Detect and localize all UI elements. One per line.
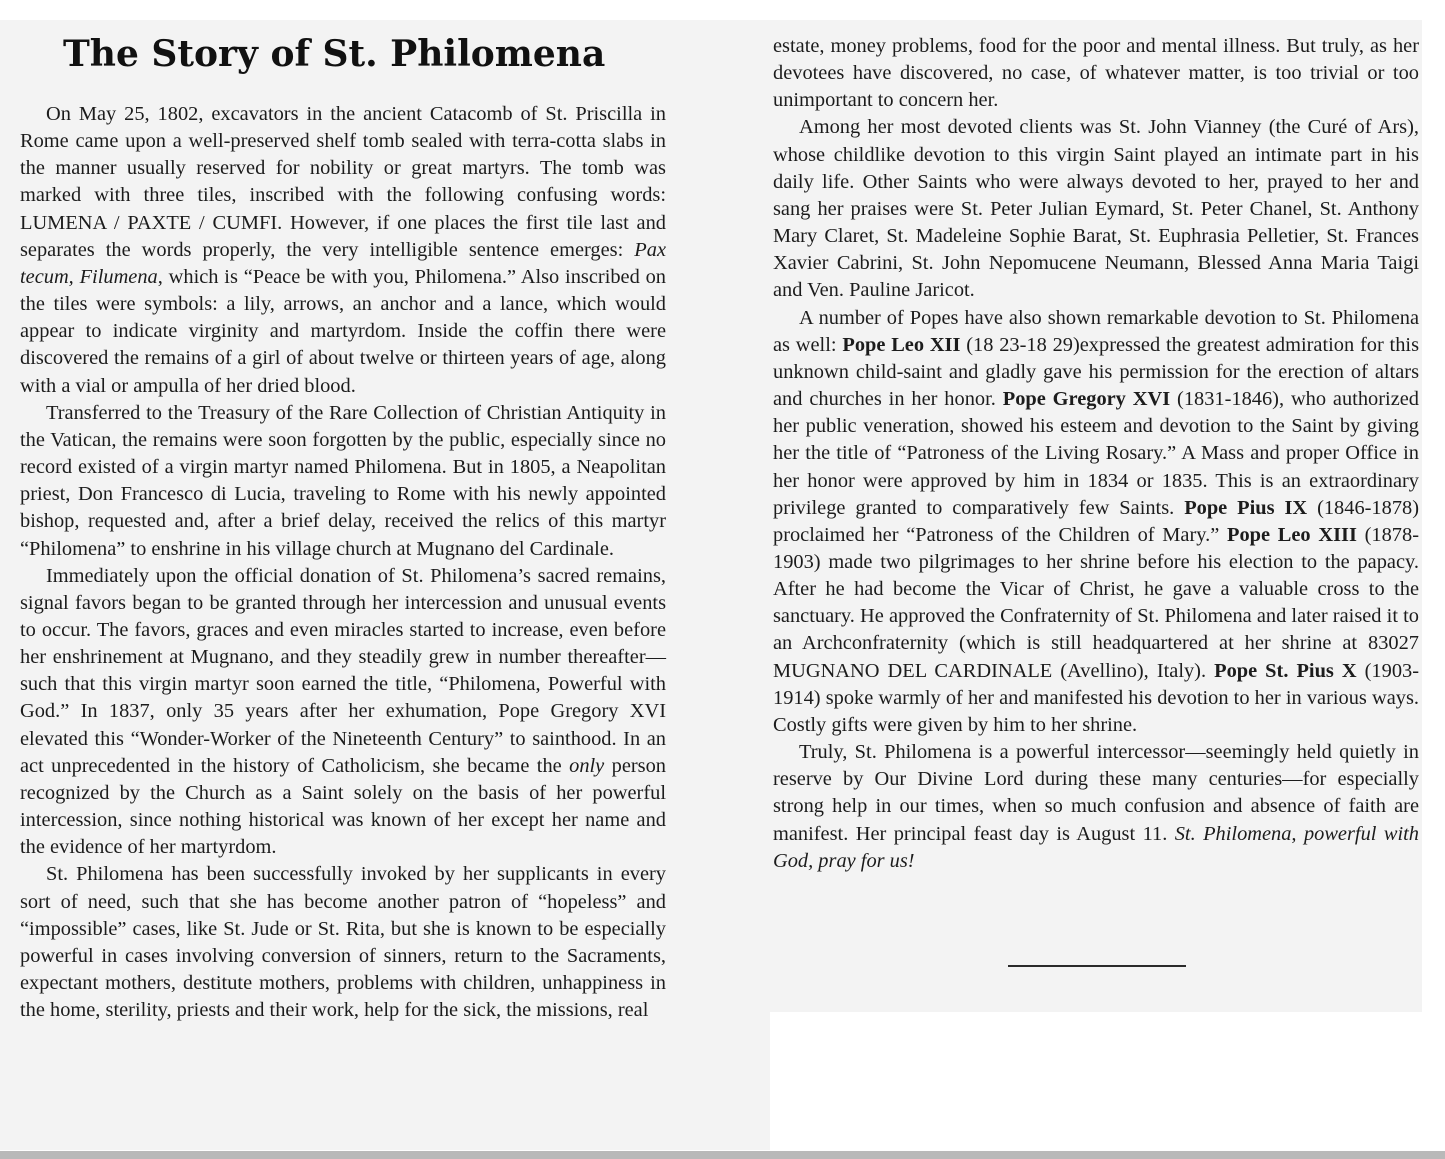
text-run: , which is “Peace be with you, Philomena.” Also inscribed on the tiles were symbols: a lily, arrows, an anchor and a lance, which would appear to indicate virginity and martyrdom. Inside the coffin there were discovered the remains of a girl of about twelve or thirteen years of age, along with a vial or ampulla of her dried blood. <box>20 265 666 397</box>
right-column <box>773 33 1419 875</box>
page-title: The Story of St. Philomena <box>63 33 606 75</box>
paragraph-continuation: estate, money problems, food for the poor and mental illness. But truly, as her devotees have discovered, no case, of whatever matter, is too trivial or too unimportant to concern her. <box>773 35 1419 112</box>
end-rule <box>1008 965 1186 967</box>
text-run: (18 23-18 29)expressed the greatest admiration for this unknown child-saint and gladly gave his permission for the erection of altars and churches in her honor. <box>773 333 1420 411</box>
paragraph-favors <box>20 563 666 862</box>
paragraph-discovery <box>20 101 666 400</box>
paragraph-invocation: St. Philomena has been successfully invoked by her supplicants in every sort of need, such that she has become another patron of “hopeless” and “impossible” cases, like St. Jude or St. Rita, but she is known to be especially powerful in cases involving conversion of sinners, return to the Sacraments, expectant mothers, destitute mothers, problems with children, unhappiness in the home, sterility, priests and their work, help for the sick, the missions, real <box>20 863 666 1022</box>
paragraph-closing <box>773 739 1419 875</box>
italic-inscription: Pax tecum, Filumena <box>20 238 666 288</box>
paragraph-popes <box>773 305 1419 740</box>
text-run: Truly, St. Philomena is a powerful intercessor—seemingly held quietly in reserve by Our Divine Lord during these many centuries—for especially strong help in our times, when so much confusion and absence of faith are manifest. Her principal feast day is August 11. <box>773 741 1419 845</box>
text-run: person recognized by the Church as a Saint solely on the basis of her powerful intercession, since nothing historical was known of her except her name and the evidence of her martyrdom. <box>20 754 667 859</box>
pope-name: Pope Leo XIII <box>1227 523 1357 546</box>
text-run: (1878-1903) made two pilgrimages to her shrine before his election to the papacy. After he had become the Vicar of Christ, he gave a valuable cross to the sanctuary. He approved the Confraternity of St. Philomena and later raised it to an Archconfraternity (which is still headquartered at her shrine at 83027 MUGNANO DEL CARDINALE (Avellino), Italy). <box>773 523 1419 682</box>
pope-name: Pope Leo XII <box>842 333 961 356</box>
pope-name: Pope Pius IX <box>1184 496 1308 519</box>
text-run: Immediately upon the official donation of St. Philomena’s sacred remains, signal favors began to be granted through her intercession and unusual events to occur. The favors, graces and even miracles started to increase, even before her enshrinement at Mugnano, and they steadily grew in number thereafter—such that this virgin martyr soon earned the title, “Philomena, Powerful with God.” In 1837, only 35 years after her exhumation, Pope Gregory XVI elevated this “Wonder-Worker of the Nineteenth Century” to sainthood. In an act unprecedented in the history of Catholicism, she became the <box>20 564 666 777</box>
italic-prayer: St. Philomena, powerful with God, pray for us! <box>773 822 1419 872</box>
pope-name: Pope Gregory XVI <box>1002 388 1171 411</box>
paragraph-transfer: Transferred to the Treasury of the Rare Collection of Christian Antiquity in the Vatican, the remains were soon forgotten by the public, especially since no record existed of a virgin martyr named Philomena. But in 1805, a Neapolitan priest, Don Francesco di Lucia, traveling to Rome with his newly appointed bishop, requested and, after a brief delay, received the relics of this martyr “Philomena” to enshrine in his village church at Mugnano del Cardinale. <box>20 401 666 560</box>
text-run: A number of Popes have also shown remarkable devotion to St. Philomena as well: <box>773 306 1419 356</box>
pope-name: Pope St. Pius X <box>1214 659 1357 682</box>
text-run: (1846-1878) proclaimed her “Patroness of the Children of Mary.” <box>773 496 1419 546</box>
left-column <box>20 101 666 1024</box>
italic-emphasis: only <box>569 754 605 777</box>
text-run: On May 25, 1802, excavators in the ancient Catacomb of St. Priscilla in Rome came upon a well-preserved shelf tomb sealed with terra-cotta slabs in the manner usually reserved for nobility or great martyrs. The tomb was marked with three tiles, inscribed with the following confusing words: LUMENA / PAXTE / CUMFI. However, if one places the first tile last and separates the words properly, the very intelligible sentence emerges: <box>20 103 666 261</box>
blank-area <box>770 1012 1422 1152</box>
text-run: (1903-1914) spoke warmly of her and manifested his devotion to her in various ways. Costly gifts were given by him to her shrine. <box>773 659 1420 736</box>
bottom-edge <box>0 1151 1445 1159</box>
text-run: (1831-1846), who authorized her public veneration, showed his esteem and devotion to the Saint by giving her the title of “Patroness of the Living Rosary.” A Mass and proper Office in her honor were approved by him in 1834 or 1835. This is an extraordinary privilege granted to comparatively few Saints. <box>773 388 1419 519</box>
paragraph-saints: Among her most devoted clients was St. John Vianney (the Curé of Ars), whose childlike devotion to this virgin Saint played an intimate part in his daily life. Other Saints who were always devoted to her, prayed to her and sang her praises were St. Peter Julian Eymard, St. Peter Chanel, St. Anthony Mary Claret, St. Madeleine Sophie Barat, St. Euphrasia Pelletier, St. Frances Xavier Cabrini, St. John Nepomucene Neumann, Blessed Anna Maria Taigi and Ven. Pauline Jaricot. <box>773 116 1419 302</box>
